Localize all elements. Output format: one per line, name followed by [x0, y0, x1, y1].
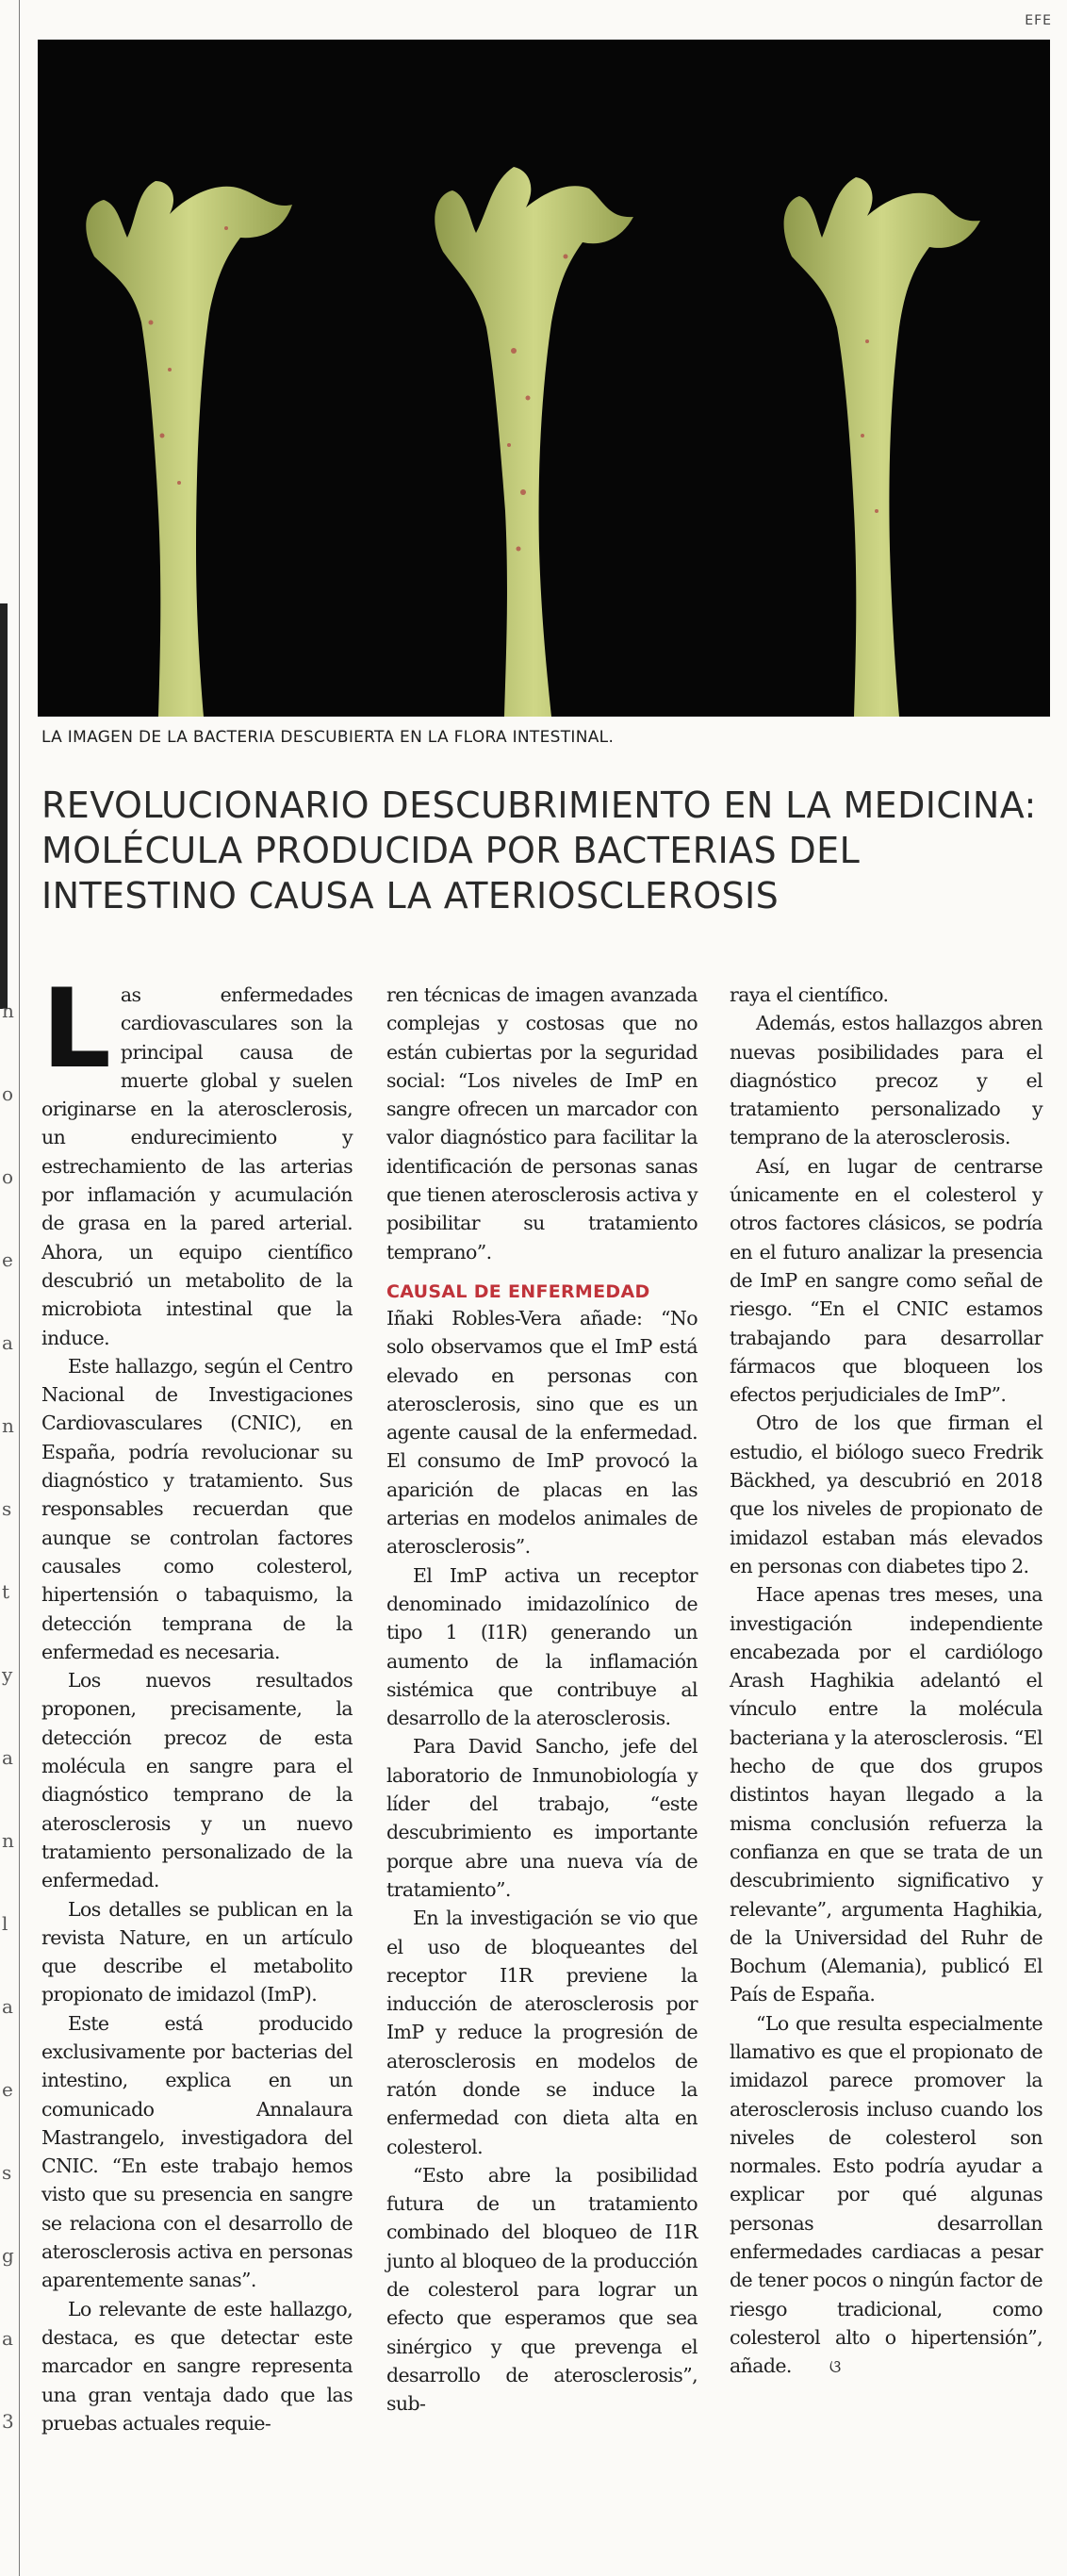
gutter-letter: e: [2, 2078, 13, 2101]
paragraph: Los nuevos resultados proponen, precisamente, la detección precoz de esta molécula en sangre para el diagnóstico temprano de la aterosclerosis y un nuevo tratamiento personalizado de la enfermedad.: [41, 1669, 353, 1892]
gutter-letter: 3: [2, 2410, 14, 2433]
photo-caption: LA IMAGEN DE LA BACTERIA DESCUBIERTA EN LA FLORA INTESTINAL.: [41, 728, 615, 747]
paragraph: Además, estos hallazgos abren nuevas posibilidades para el diagnóstico precoz y el tratamiento personalizado y temprano de la aterosclerosis.: [730, 1012, 1042, 1149]
gutter-rule: [19, 0, 20, 2576]
gutter-letter: a: [2, 1331, 13, 1354]
paragraph: Otro de los que firman el estudio, el biólogo sueco Fredrik Bäckhed, ya descubrió en 2018 que los niveles de propionato de imidazol estaban más elevados en personas con diabetes tipo 2.: [730, 1412, 1042, 1577]
paragraph: Los detalles se publican en la revista Nature, en un artículo que describe el metabolito propionato de imidazol (ImP).: [41, 1897, 353, 2006]
headline: REVOLUCIONARIO DESCUBRIMIENTO EN LA MEDICINA: MOLÉCULA PRODUCIDA POR BACTERIAS DEL INTESTINO CAUSA LA ATERIOSCLEROSIS: [41, 784, 1037, 916]
gutter-letter: a: [2, 2327, 13, 2350]
gutter-black-bar: [0, 603, 8, 1009]
photo-credit: EFE: [1025, 13, 1052, 28]
paragraph: En la investigación se vio que el uso de bloqueantes del receptor I1R previene la inducción de aterosclerosis por ImP y reduce la progresión de aterosclerosis en modelos de ratón donde se induce la enfermedad con dieta alta en colesterol.: [386, 1907, 698, 2158]
gutter-letter: n: [2, 1414, 14, 1437]
drop-cap: L: [41, 966, 111, 1093]
paragraph: ren técnicas de imagen avanzada complejas y costosas que no están cubiertas por la seguridad social: “Los niveles de ImP en sangre ofrecen un marcador con valor diagnóstico para facilitar la identificación de personas sanas que tienen aterosclerosis activa y posibilitar su tratamiento temprano”.: [386, 983, 698, 1263]
aorta-specimen-center: [435, 167, 633, 717]
article-column-2: [386, 981, 698, 2555]
gutter-letter: e: [2, 1248, 13, 1271]
paragraph: Hace apenas tres meses, una investigación independiente encabezada por el cardiólogo Arash Haghikia adelantó el vínculo entre la molécula bacteriana y la aterosclerosis. “El hecho de que dos grupos distintos hayan llegado a la misma conclusión refuerza la confianza en que se trata de un descubrimiento significativo y relevante”, argumenta Haghikia, de la Universidad del Ruhr de Bochum (Alemania), publicó El País de España.: [730, 1583, 1042, 2006]
gutter-letter: a: [2, 1746, 13, 1769]
aorta-photo: [38, 40, 1050, 717]
gutter-letter: t: [2, 1580, 10, 1603]
end-mark: ଓ: [829, 2357, 841, 2378]
paragraph: El ImP activa un receptor denominado imidazolínico de tipo 1 (I1R) generando un aumento de la inflamación sistémica que contribuye al desarrollo de la aterosclerosis.: [386, 1563, 698, 1730]
paragraph: Este está producido exclusivamente por bacterias del intestino, explica en un comunicado Annalaura Mastrangelo, investigadora del CNIC. “En este trabajo hemos visto que su presencia en sangre se relaciona con el desarrollo de aterosclerosis activa en personas aparentemente sanas”.: [41, 2011, 353, 2292]
gutter-letter: s: [2, 2161, 12, 2184]
aorta-specimen-left: [86, 181, 292, 717]
gutter-letter: n: [2, 999, 14, 1022]
gutter-letter: l: [2, 1912, 8, 1935]
paragraph: Lo relevante de este hallazgo, destaca, es que detectar este marcador en sangre representa una gran ventaja dado que las pruebas actuales requie-: [41, 2297, 353, 2435]
paragraph: as enfermedades cardiovasculares son la principal causa de muerte global y suelen originarse en la aterosclerosis, un endurecimiento y estrechamiento de las arterias por inflamación y acumulación de grasa en la pared arterial. Ahora, un equipo científico descubrió un metabolito de la microbiota intestinal que la induce.: [41, 983, 353, 1349]
article-column-1: [41, 966, 353, 2555]
gutter-letter: o: [2, 1082, 14, 1105]
gutter-letter: a: [2, 1995, 13, 2018]
aorta-specimen-right: [784, 177, 980, 717]
paragraph: Así, en lugar de centrarse únicamente en el colesterol y otros factores clásicos, se podría en el futuro analizar la presencia de ImP en sangre como señal de riesgo. “En el CNIC estamos trabajando para desarrollar fármacos que bloqueen los efectos perjudiciales de ImP”.: [730, 1154, 1042, 1407]
article-column-3: [730, 981, 1042, 2555]
paragraph: Para David Sancho, jefe del laboratorio de Inmunobiología y líder del trabajo, “este descubrimiento es importante porque abre una nueva vía de tratamiento”.: [386, 1735, 698, 1901]
section-subhead: CAUSAL DE ENFERMEDAD: [386, 1280, 650, 1302]
gutter-letter: o: [2, 1165, 14, 1188]
gutter-letter: n: [2, 1829, 14, 1852]
paragraph: “Lo que resulta especialmente llamativo es que el propionato de imidazol parece promover la aterosclerosis incluso cuando los niveles de colesterol son normales. Esto podría ayudar a explicar por qué algunas personas desarrollan enfermedades cardiacas a pesar de tener pocos o ningún factor de riesgo tradicional, como colesterol alto o hipertensión”, añade.: [730, 2011, 1042, 2378]
paragraph: Iñaki Robles-Vera añade: “No solo observamos que el ImP está elevado en personas con aterosclerosis, sino que es un agente causal de la enfermedad. El consumo de ImP provocó la aparición de placas en las arterias en modelos animales de aterosclerosis”.: [386, 1306, 698, 1559]
paragraph: “Esto abre la posibilidad futura de un tratamiento combinado del bloqueo de I1R junto al bloqueo de la producción de colesterol para lograr un efecto que esperamos que sea sinérgico y que prevenga el desarrollo de aterosclerosis”, sub-: [386, 2163, 698, 2416]
gutter-letter: y: [2, 1663, 13, 1686]
paragraph: Este hallazgo, según el Centro Nacional de Investigaciones Cardiovasculares (CNIC), en España, podría revolucionar su diagnóstico y tratamiento. Sus responsables recuerdan que aunque se controlan factores causales como colesterol, hipertensión o tabaquismo, la detección temprana de la enfermedad es necesaria.: [41, 1354, 353, 1663]
gutter-letter: s: [2, 1497, 12, 1520]
gutter-letter: g: [2, 2244, 14, 2267]
paragraph: raya el científico.: [730, 983, 889, 1006]
